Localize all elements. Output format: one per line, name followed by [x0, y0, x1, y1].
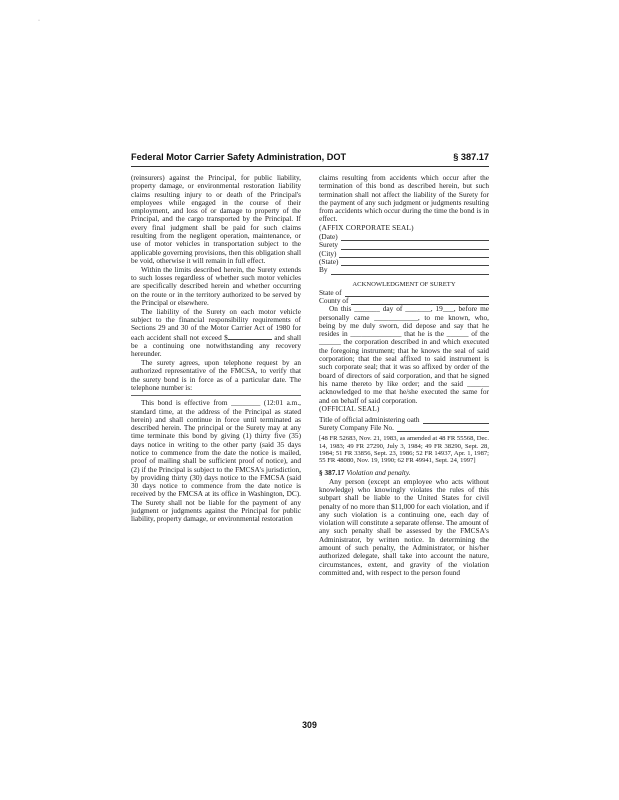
header-rule: [131, 166, 489, 167]
page-number: 309: [302, 720, 317, 730]
signature-field: By: [319, 266, 489, 274]
signature-field: (Date): [319, 233, 489, 241]
left-column: [131, 174, 301, 524]
signature-field: Surety: [319, 241, 489, 249]
signature-field: (State): [319, 258, 489, 266]
corner-mark: ·: [38, 18, 40, 24]
acknowledgment-text: On this _______ day of _______, 19___, before me personally came ____________, to me known, who, being by me duly sworn, did depose and say that he resides in ______________ that he is the ______ of the ______ the corporation described in and which executed the foregoing instrument; that he knows the seal of said corporation; that the seal affixed to said instrument is such corporate seal; that it was so affixed by order of the board of directors of said corporation, and that he signed his name thereto by like order; and the said ______ acknowledged to me that he/she executed the same for and on behalf of said corporation.: [319, 304, 489, 405]
paragraph: (reinsurers) against the Principal, for public liability, property damage, or environmental restoration liability claims resulting injury to or death of the Principal's employees while engaged in the course of their employment, and loss of or damage to property of the Principal, and the cargo transported by the Principal. If every final judgment shall be paid for such claims resulting from the negligent operation, maintenance, or use of motor vehicles in transportation subject to the applicable governing provisions, then this obligation shall be void, otherwise it will remain in full effect.: [131, 173, 301, 265]
header-section: § 387.17: [453, 152, 489, 162]
running-header: [131, 152, 489, 162]
paragraph: The surety agrees, upon telephone request by an authorized representative of the FMCSA, to verify that the surety bond is in force as of a particular date. The telephone number is:: [131, 358, 301, 392]
paragraph: claims resulting from accidents which occur after the termination of this bond as described herein, but such termination shall not affect the liability of the Surety for the payment of any such judgment or judgments resulting from accidents which occur during the time the bond is in effect.: [319, 173, 489, 224]
section-text: Any person (except an employee who acts without knowledge) who knowingly violates the rules of this subpart shall be liable to the United States for civil penalty of no more than $11,000 for each violation, and if any such violation is a continuing one, each day of violation will constitute a separate offense. The amount of any such penalty shall be assessed by the FMCSA's Administrator, by written notice. In determining the amount of such penalty, the Administrator, or his/her authorized delegate, shall take into account the nature, circumstances, extent, and gravity of the violation committed and, with respect to the person found: [319, 476, 489, 577]
signature-line: Title of official administering oath: [319, 416, 489, 424]
acknowledgment-field: State of: [319, 289, 489, 297]
paragraph: The liability of the Surety on each motor vehicle subject to the financial responsibility requirements of Sections 29 and 30 of the Motor Carrier Act of 1980 for each accident shall not exceed $ and shall be a continuing one notwithstanding any recovery hereunder.: [131, 306, 301, 359]
amount-blank: [228, 333, 272, 340]
divider: [131, 395, 301, 396]
source-note: [48 FR 52683, Nov. 21, 1983, as amended at 48 FR 55568, Dec. 14, 1983; 49 FR 27290, July 3, 1984; 49 FR 38290, Sept. 28, 1984; 51 FR 33856, Sept. 23, 1986; 52 FR 14937, Apr. 1, 1987; 55 FR 48080, Nov. 19, 1990; 62 FR 49941, Sept. 24, 1997]: [319, 435, 489, 465]
right-column: [319, 174, 489, 578]
paragraph: Within the limits described herein, the Surety extends to such losses regardless of whether such motor vehicles are specifically described herein and whether occurring on the route or in the territory authorized to be served by the Principal or elsewhere.: [131, 264, 301, 307]
official-seal-label: (OFFICIAL SEAL): [319, 404, 380, 414]
corporate-seal-label: (AFFIX CORPORATE SEAL): [319, 223, 414, 233]
header-title: Federal Motor Carrier Safety Administration, DOT: [131, 152, 347, 162]
paragraph: This bond is effective from ________ (12:01 a.m., standard time, at the address of the Principal as stated herein) and shall continue in force until terminated as described herein. The principal or the Surety may at any time terminate this bond by giving (1) thirty five (35) days notice in writing to the other party (said 35 days notice to commence from the date the notice is mailed, proof of mailing shall be sufficient proof of notice), and (2) if the Principal is subject to the FMCSA's jurisdiction, by providing thirty (30) days notice to the FMCSA (said 30 days notice to commence from the date notice is received by the FMCSA at its office in Washington, DC). The Surety shall not be liable for the payment of any judgment or judgments against the Principal for public liability, property damage, or environmental restoration: [131, 398, 301, 524]
acknowledgment-field: County of: [319, 297, 489, 305]
section-heading: § 387.17 Violation and penalty.: [319, 467, 411, 477]
acknowledgment-heading: ACKNOWLEDGMENT OF SURETY: [352, 280, 456, 288]
signature-field: (City): [319, 250, 489, 258]
signature-line: Surety Company File No.: [319, 424, 489, 432]
